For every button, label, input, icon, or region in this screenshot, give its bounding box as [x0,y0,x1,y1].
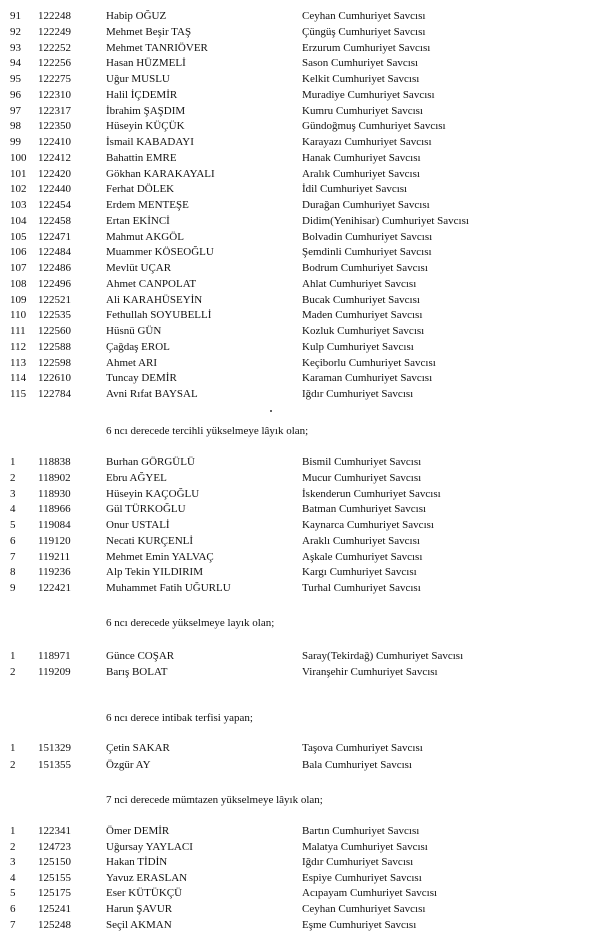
registry-number: 122440 [38,183,71,195]
row-number: 7 [10,551,16,563]
person-name: Ali KARAHÜSEYİN [106,294,203,306]
table-row [0,324,600,339]
registry-number: 122350 [38,120,71,132]
table-row [0,918,600,933]
section-heading: 7 nci derecede mümtazen yükselmeye lâyık olan; [106,794,323,806]
registry-number: 119211 [38,551,71,563]
registry-number: 122496 [38,278,71,290]
registry-number: 125248 [38,919,71,931]
registry-number: 122252 [38,42,71,54]
position-title: Mucur Cumhuriyet Savcısı [302,472,422,484]
registry-number: 119236 [38,566,71,578]
table-row [0,261,600,276]
position-title: Iğdır Cumhuriyet Savcısı [302,388,414,400]
row-number: 102 [10,183,27,195]
row-number: 100 [10,152,27,164]
table-row [0,487,600,502]
table-row [0,277,600,292]
position-title: Didim(Yenihisar) Cumhuriyet Savcısı [302,215,469,227]
person-name: Seçil AKMAN [106,919,172,931]
row-number: 98 [10,120,21,132]
registry-number: 122458 [38,215,71,227]
position-title: İdil Cumhuriyet Savcısı [302,183,408,195]
position-title: Malatya Cumhuriyet Savcısı [302,841,428,853]
table-row [0,824,600,839]
table-row [0,455,600,470]
position-title: Aşkale Cumhuriyet Savcısı [302,551,423,563]
table-row [0,649,600,664]
person-name: Mehmet Beşir TAŞ [106,26,192,38]
table-row [0,471,600,486]
position-title: Viranşehir Cumhuriyet Savcısı [302,666,438,678]
registry-number: 125241 [38,903,71,915]
row-number: 104 [10,215,27,227]
row-number: 95 [10,73,21,85]
row-number: 5 [10,519,16,531]
table-row [0,245,600,260]
stray-dot-mark [270,410,272,412]
table-row [0,88,600,103]
table-row [0,41,600,56]
position-title: Kumru Cumhuriyet Savcısı [302,105,423,117]
registry-number: 125175 [38,887,71,899]
table-row [0,119,600,134]
table-row [0,9,600,24]
position-title: Saray(Tekirdağ) Cumhuriyet Savcısı [302,650,464,662]
person-name: Gökhan KARAKAYALI [106,168,215,180]
table-row [0,182,600,197]
table-row [0,502,600,517]
registry-number: 122248 [38,10,71,22]
position-title: Kozluk Cumhuriyet Savcısı [302,325,425,337]
row-number: 1 [10,456,16,468]
table-row [0,135,600,150]
section-heading: 6 ncı derecede tercihli yükselmeye lâyık olan; [106,425,309,437]
row-number: 111 [10,325,26,337]
row-number: 91 [10,10,21,22]
row-number: 94 [10,57,21,69]
registry-number: 122484 [38,246,71,258]
position-title: Kaynarca Cumhuriyet Savcısı [302,519,434,531]
position-title: Maden Cumhuriyet Savcısı [302,309,423,321]
registry-number: 118966 [38,503,71,515]
person-name: Yavuz ERASLAN [106,872,188,884]
row-number: 1 [10,825,16,837]
position-title: Taşova Cumhuriyet Savcısı [302,742,423,754]
table-row [0,371,600,386]
table-row [0,741,600,756]
row-number: 103 [10,199,27,211]
person-name: Hüsnü GÜN [106,325,162,337]
person-name: Habip OĞUZ [106,10,167,22]
table-row [0,758,600,773]
row-number: 6 [10,903,16,915]
person-name: Barış BOLAT [106,666,168,678]
row-number: 8 [10,566,16,578]
position-title: Acıpayam Cumhuriyet Savcısı [302,887,438,899]
person-name: Hasan HÜZMELİ [106,57,186,69]
row-number: 109 [10,294,27,306]
person-name: Muhammet Fatih UĞURLU [106,582,231,594]
row-number: 3 [10,856,16,868]
registry-number: 122535 [38,309,71,321]
registry-number: 122310 [38,89,71,101]
position-title: Bartın Cumhuriyet Savcısı [302,825,420,837]
table-row [0,340,600,355]
position-title: Bolvadin Cumhuriyet Savcısı [302,231,433,243]
table-row [0,550,600,565]
position-title: Karaman Cumhuriyet Savcısı [302,372,433,384]
person-name: Mevlüt UÇAR [106,262,172,274]
registry-number: 122421 [38,582,71,594]
person-name: Hakan TİDİN [106,856,168,868]
row-number: 1 [10,650,16,662]
table-row [0,534,600,549]
position-title: Şemdinli Cumhuriyet Savcısı [302,246,432,258]
person-name: Ferhat DÖLEK [106,183,175,195]
table-row [0,518,600,533]
position-title: Kulp Cumhuriyet Savcısı [302,341,414,353]
registry-number: 122249 [38,26,71,38]
person-name: Necati KURÇENLİ [106,535,194,547]
row-number: 106 [10,246,27,258]
row-number: 92 [10,26,21,38]
registry-number: 122275 [38,73,71,85]
person-name: Gül TÜRKOĞLU [106,503,186,515]
position-title: Keçiborlu Cumhuriyet Savcısı [302,357,436,369]
row-number: 101 [10,168,27,180]
table-row [0,72,600,87]
row-number: 96 [10,89,21,101]
person-name: Mehmet Emin YALVAÇ [106,551,214,563]
row-number: 107 [10,262,27,274]
row-number: 2 [10,841,16,853]
position-title: Eşme Cumhuriyet Savcısı [302,919,417,931]
person-name: İsmail KABADAYI [106,136,194,148]
table-row [0,871,600,886]
position-title: Bodrum Cumhuriyet Savcısı [302,262,428,274]
table-row [0,56,600,71]
registry-number: 118971 [38,650,71,662]
registry-number: 122420 [38,168,71,180]
table-row [0,198,600,213]
row-number: 2 [10,472,16,484]
person-name: Özgür AY [106,759,151,771]
person-name: Ahmet ARI [106,357,158,369]
row-number: 2 [10,666,16,678]
registry-number: 151355 [38,759,71,771]
position-title: Durağan Cumhuriyet Savcısı [302,199,430,211]
registry-number: 122341 [38,825,71,837]
person-name: Ertan EKİNCİ [106,215,170,227]
row-number: 6 [10,535,16,547]
person-name: Halil İÇDEMİR [106,89,178,101]
table-row [0,356,600,371]
person-name: Çetin SAKAR [106,742,170,754]
person-name: İbrahim ŞAŞDIM [106,105,186,117]
table-row [0,840,600,855]
position-title: Erzurum Cumhuriyet Savcısı [302,42,431,54]
table-row [0,565,600,580]
row-number: 3 [10,488,16,500]
registry-number: 122454 [38,199,71,211]
person-name: Hüseyin KÜÇÜK [106,120,185,132]
row-number: 93 [10,42,21,54]
person-name: Mahmut AKGÖL [106,231,184,243]
row-number: 7 [10,919,16,931]
person-name: Hüseyin KAÇOĞLU [106,488,200,500]
row-number: 2 [10,759,16,771]
position-title: Muradiye Cumhuriyet Savcısı [302,89,435,101]
position-title: Batman Cumhuriyet Savcısı [302,503,427,515]
table-row [0,387,600,402]
row-number: 4 [10,503,16,515]
row-number: 9 [10,582,16,594]
row-number: 114 [10,372,27,384]
table-row [0,308,600,323]
table-row [0,214,600,229]
position-title: Iğdır Cumhuriyet Savcısı [302,856,414,868]
registry-number: 118902 [38,472,71,484]
position-title: Çüngüş Cumhuriyet Savcısı [302,26,426,38]
position-title: Ahlat Cumhuriyet Savcısı [302,278,417,290]
registry-number: 122588 [38,341,71,353]
person-name: Tuncay DEMİR [106,372,177,384]
registry-number: 118930 [38,488,71,500]
registry-number: 122471 [38,231,71,243]
position-title: Kelkit Cumhuriyet Savcısı [302,73,420,85]
table-row [0,665,600,680]
position-title: Espiye Cumhuriyet Savcısı [302,872,422,884]
row-number: 105 [10,231,27,243]
table-row [0,855,600,870]
registry-number: 119209 [38,666,71,678]
section-heading: 6 ncı derecede yükselmeye layık olan; [106,617,275,629]
table-row [0,230,600,245]
section-heading: 6 ncı derece intibak terfisi yapan; [106,712,253,724]
row-number: 5 [10,887,16,899]
table-row [0,886,600,901]
position-title: Gündoğmuş Cumhuriyet Savcısı [302,120,446,132]
person-name: Mehmet TANRIÖVER [106,42,208,54]
table-row [0,902,600,917]
registry-number: 151329 [38,742,71,754]
table-row [0,151,600,166]
position-title: Ceyhan Cumhuriyet Savcısı [302,903,426,915]
position-title: Karayazı Cumhuriyet Savcısı [302,136,432,148]
person-name: Çağdaş EROL [106,341,170,353]
registry-number: 119084 [38,519,71,531]
registry-number: 124723 [38,841,71,853]
registry-number: 125155 [38,872,71,884]
person-name: Ebru AĞYEL [106,472,167,484]
person-name: Harun ŞAVUR [106,903,173,915]
registry-number: 122521 [38,294,71,306]
table-row [0,25,600,40]
row-number: 4 [10,872,16,884]
table-row [0,293,600,308]
table-row [0,104,600,119]
position-title: Bismil Cumhuriyet Savcısı [302,456,422,468]
registry-number: 125150 [38,856,71,868]
registry-number: 118838 [38,456,71,468]
table-row [0,581,600,596]
person-name: Burhan GÖRGÜLÜ [106,456,195,468]
person-name: Eser KÜTÜKÇÜ [106,887,183,899]
row-number: 113 [10,357,27,369]
row-number: 112 [10,341,27,353]
position-title: Kargı Cumhuriyet Savcısı [302,566,417,578]
registry-number: 122486 [38,262,71,274]
position-title: Bucak Cumhuriyet Savcısı [302,294,420,306]
row-number: 99 [10,136,21,148]
person-name: Bahattin EMRE [106,152,177,164]
row-number: 110 [10,309,27,321]
person-name: Avni Rıfat BAYSAL [106,388,198,400]
position-title: Sason Cumhuriyet Savcısı [302,57,419,69]
registry-number: 122598 [38,357,71,369]
registry-number: 119120 [38,535,71,547]
registry-number: 122317 [38,105,71,117]
position-title: İskenderun Cumhuriyet Savcısı [302,488,441,500]
position-title: Turhal Cumhuriyet Savcısı [302,582,421,594]
row-number: 1 [10,742,16,754]
row-number: 108 [10,278,27,290]
position-title: Ceyhan Cumhuriyet Savcısı [302,10,426,22]
person-name: Alp Tekin YILDIRIM [106,566,203,578]
person-name: Ahmet CANPOLAT [106,278,197,290]
registry-number: 122412 [38,152,71,164]
person-name: Günce COŞAR [106,650,175,662]
person-name: Ömer DEMİR [106,825,170,837]
table-row [0,167,600,182]
registry-number: 122784 [38,388,71,400]
row-number: 97 [10,105,21,117]
position-title: Hanak Cumhuriyet Savcısı [302,152,421,164]
registry-number: 122256 [38,57,71,69]
person-name: Uğur MUSLU [106,73,170,85]
registry-number: 122610 [38,372,71,384]
registry-number: 122410 [38,136,71,148]
person-name: Fethullah SOYUBELLİ [106,309,212,321]
row-number: 115 [10,388,27,400]
registry-number: 122560 [38,325,71,337]
position-title: Aralık Cumhuriyet Savcısı [302,168,420,180]
person-name: Onur USTALİ [106,519,170,531]
position-title: Bala Cumhuriyet Savcısı [302,759,412,771]
position-title: Araklı Cumhuriyet Savcısı [302,535,420,547]
person-name: Uğursay YAYLACI [106,841,193,853]
person-name: Erdem MENTEŞE [106,199,189,211]
person-name: Muammer KÖSEOĞLU [106,246,214,258]
